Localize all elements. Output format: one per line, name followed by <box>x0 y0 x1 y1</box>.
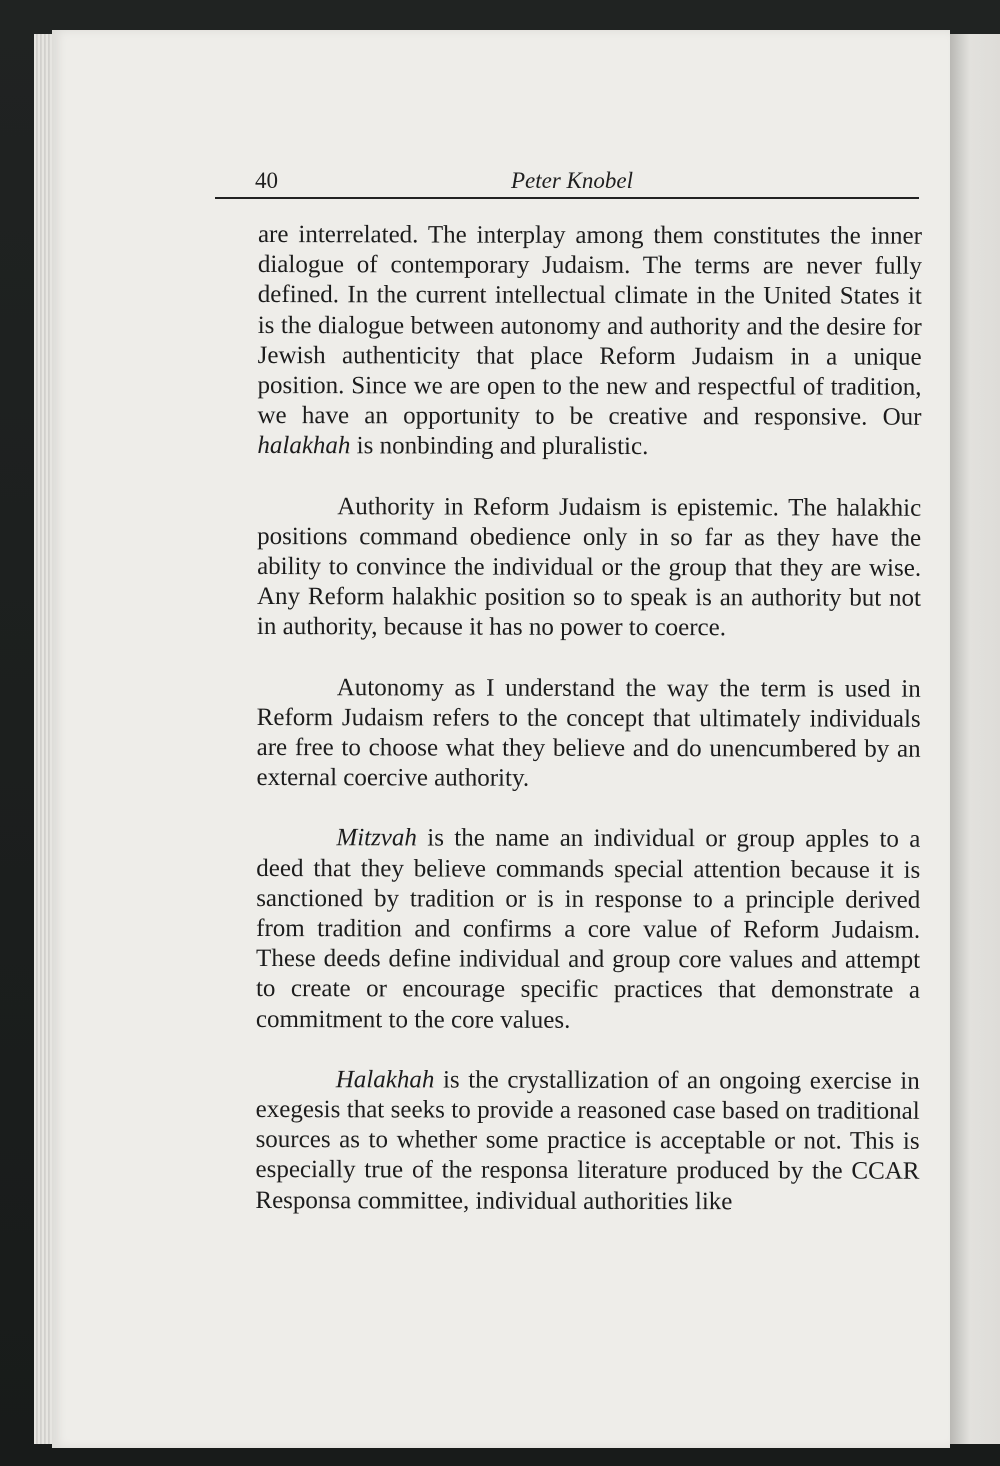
facing-page-edge <box>950 34 1000 1444</box>
paragraph <box>256 673 920 796</box>
page-number: 40 <box>255 168 278 193</box>
text-run: is nonbinding and pluralistic. <box>350 432 649 461</box>
text-run: Autonomy as I understand the way the term is used in Reform Judaism refers to the concept that ultimately individuals are free to choose what they believe and do unencumbered by an external coercive authority. <box>256 673 921 792</box>
text-run: Authority in Reform Judaism is epistemic. The halakhic positions command obedience only in so far as they have the ability to convince the individual or the group that they are wise. Any Reform halakhic position so to speak is an authority but not in authority, because it has no power to coerce. <box>256 492 922 642</box>
page-header <box>215 165 919 199</box>
italic-term: Halakhah <box>335 1066 435 1094</box>
paragraph <box>256 823 921 1036</box>
running-head: Peter Knobel <box>511 168 633 193</box>
text-run: are interrelated. The interplay among them constitutes the inner dialogue of contemporary Judaism. The terms are never fully defined. In the current intellectual climate in the United States it is the dialogue between autonomy and authority and the desire for Jewish authenticity that place Reform Judaism in a unique position. Since we are open to the new and respectful of tradition, we have an opportunity to be creative and responsive. Our <box>257 221 922 431</box>
paragraph <box>257 220 922 463</box>
paragraph <box>257 492 921 645</box>
body-text <box>255 220 922 1218</box>
paragraph <box>255 1065 919 1218</box>
italic-term: Mitzvah <box>336 824 417 852</box>
text-run: is the name an individual or group apples to a deed that they believe commands special attention because it is sanctioned by tradition or is in response to a principle derived from tradition and confirms a core value of Reform Judaism. These deeds define individual and group core values and attempt to create or encourage specific practices that demonstrate a commitment to the core values. <box>255 824 921 1034</box>
italic-term: halakhah <box>257 432 351 460</box>
text-run: is the crystallization of an ongoing exercise in exegesis that seeks to provide a reasoned case based on traditional sources as to whether some practice is acceptable or not. This is especially true of the responsa literature produced by the CCAR Responsa committee, individual authorities like <box>255 1066 920 1215</box>
